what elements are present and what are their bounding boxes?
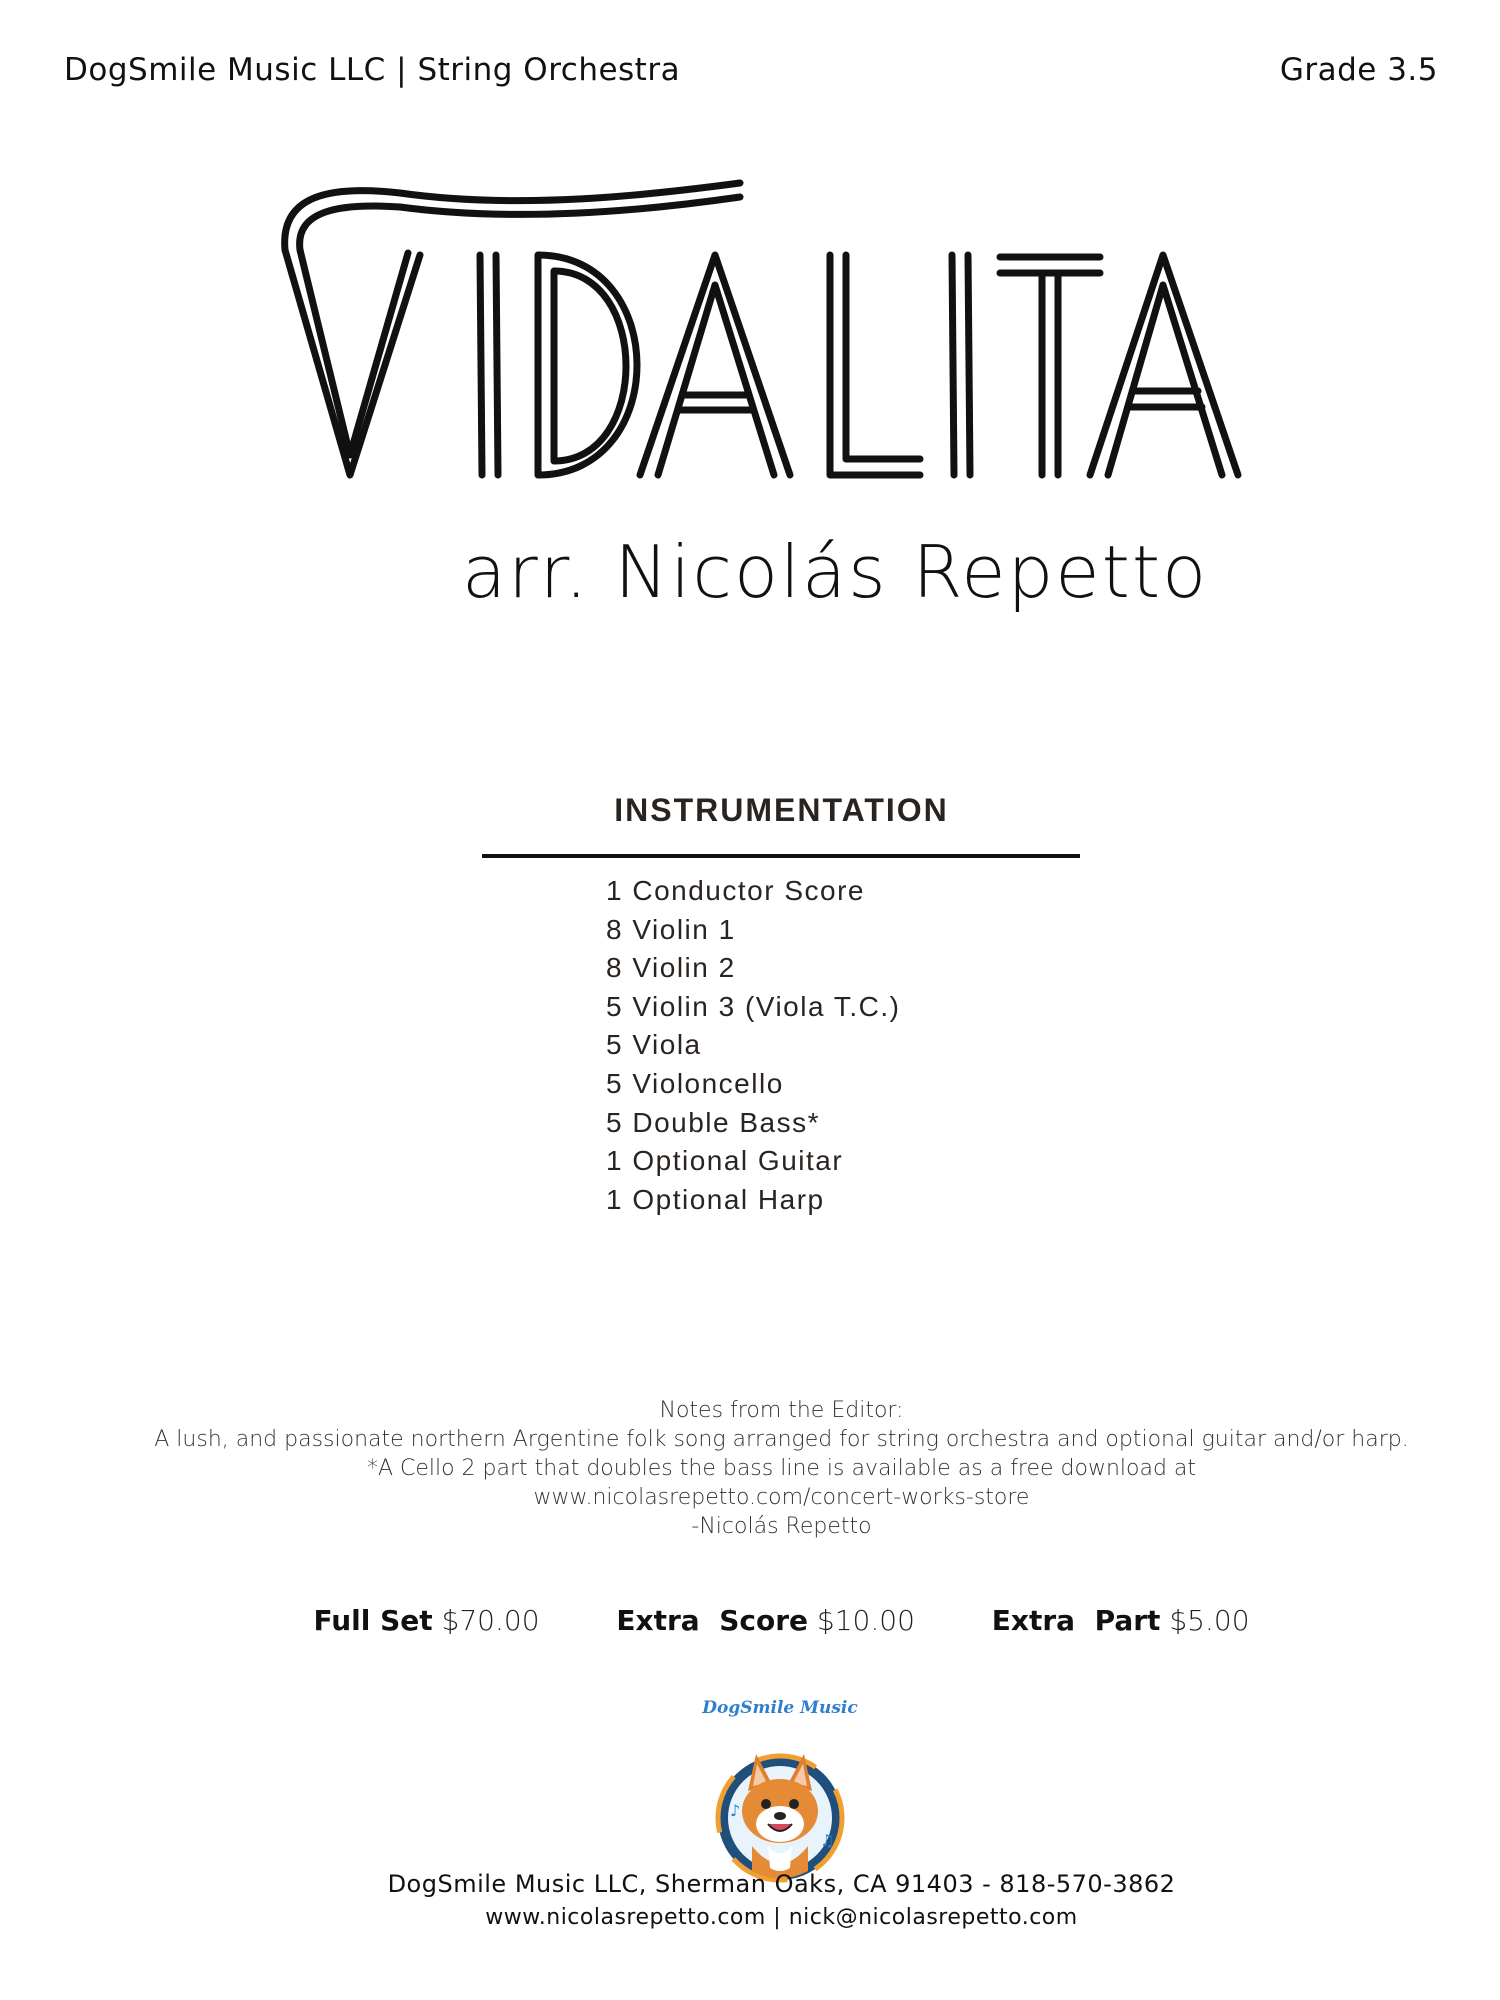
list-item: 5 Viola [606, 1029, 702, 1061]
list-item: 1 Optional Harp [606, 1183, 825, 1215]
price-list [0, 1604, 1500, 1637]
notes-line: A lush, and passionate northern Argentine folk song arranged for string orchestra and optional guitar and/or harp. [154, 1427, 1409, 1452]
title-lettering [270, 175, 1260, 505]
dogsmile-logo-icon [690, 1696, 870, 1896]
list-item: 8 Violin 1 [606, 913, 736, 945]
svg-text:♪: ♪ [730, 1801, 741, 1820]
notes-heading: Notes from the Editor: [659, 1398, 904, 1423]
logo-wordmark: DogSmile Music [702, 1698, 858, 1718]
list-item: 1 Optional Guitar [606, 1145, 844, 1177]
notes-link[interactable]: www.nicolasrepetto.com/concert-works-store [533, 1485, 1030, 1510]
list-item: 5 Violin 3 (Viola T.C.) [606, 990, 901, 1022]
publisher-line: DogSmile Music LLC | String Orchestra [64, 52, 681, 88]
list-item: 8 Violin 2 [606, 952, 736, 984]
footer-contact[interactable]: www.nicolasrepetto.com | nick@nicolasrepetto.com [485, 1905, 1078, 1930]
notes-line: *A Cello 2 part that doubles the bass line is available as a free download at [366, 1456, 1197, 1481]
svg-text:♫: ♫ [820, 1831, 835, 1850]
footer-address: DogSmile Music LLC, Sherman Oaks, CA 91403 - 818-570-3862 [387, 1870, 1176, 1898]
notes-signature: -Nicolás Repetto [691, 1514, 872, 1539]
list-item: 5 Violoncello [606, 1067, 784, 1099]
heading-divider [482, 854, 1080, 858]
instrumentation-list [606, 872, 900, 1219]
price-extra-score: Extra Score $10.00 [616, 1604, 915, 1637]
price-full-set: Full Set $70.00 [313, 1604, 540, 1637]
list-item: 5 Double Bass* [606, 1106, 821, 1138]
arranger-credit: arr. Nicolás Repetto [462, 530, 1209, 614]
price-extra-part: Extra Part $5.00 [991, 1604, 1250, 1637]
grade-label: Grade 3.5 [1279, 52, 1438, 88]
list-item: 1 Conductor Score [606, 875, 865, 906]
editor-notes [0, 1396, 1500, 1541]
instrumentation-heading: INSTRUMENTATION [614, 792, 949, 828]
